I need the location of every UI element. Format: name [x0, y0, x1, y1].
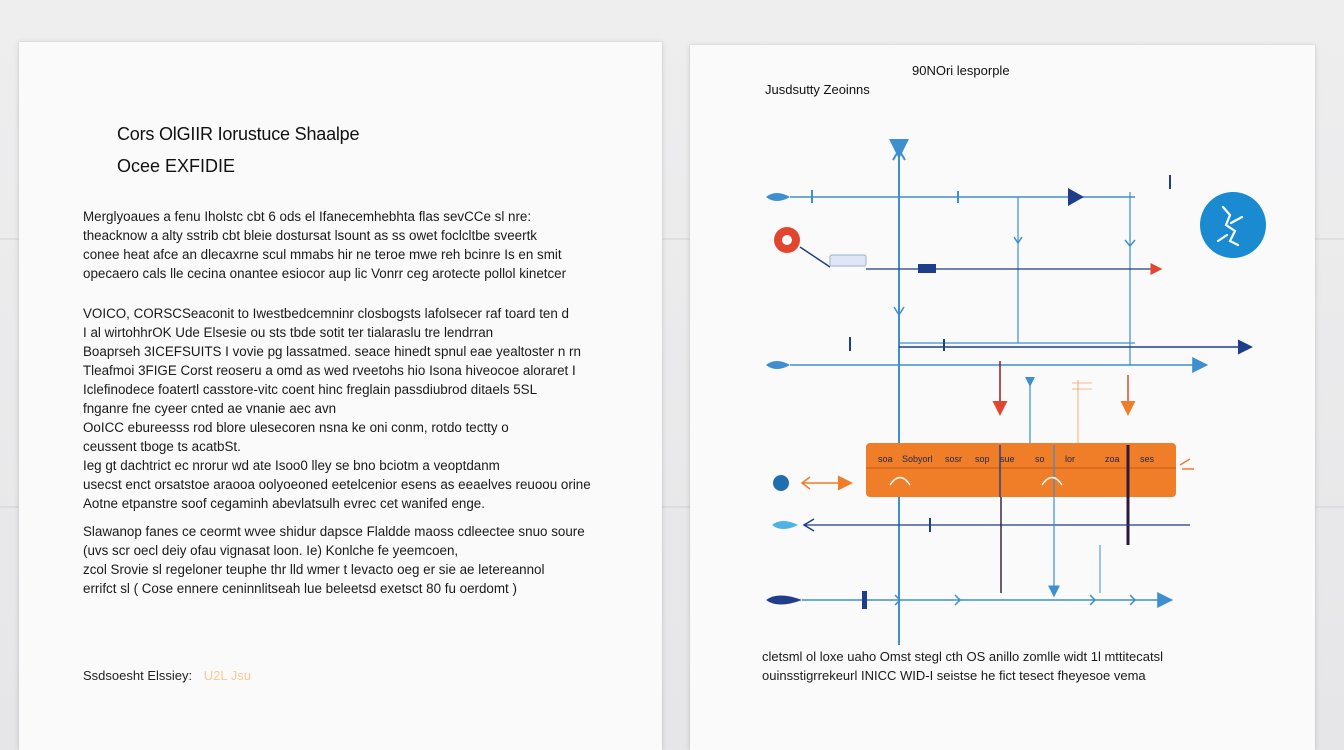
text-line: (uvs scr oecl deiy ofau vignasat loon. Ie) Konlche fe yeemcoen, [83, 543, 459, 558]
document-page-right [690, 45, 1315, 750]
text-line: I al wirtohhrOK Ude Elsesie ou sts tbde sotit ter tialaraslu tre lendrran [83, 325, 494, 340]
band-tick [1180, 459, 1194, 469]
band-label: Sobyorl [902, 454, 933, 464]
drop-node [772, 521, 798, 529]
text-line: theacknow a alty sstrib cbt bleie dostursat lsount as ss owet foclcltbe sveertk [83, 228, 538, 243]
text-line: fnganre fne cyeer cnted ae vnanie aec avn [83, 401, 337, 416]
red-node-center [782, 235, 792, 245]
text-line: conee heat afce an dlecaxrne scul mmabs hir ne teroe mwe reh bcinre Is en smit [83, 247, 562, 262]
document-page-left [19, 42, 662, 750]
text-line: Merglyoaues a fenu Iholstc cbt 6 ods el Ifanecemhebhta flas sevCCe sl nre: [83, 209, 532, 224]
pixel-map-icon [1200, 192, 1266, 258]
flow-arrowhead [1068, 188, 1084, 206]
paragraph-1 [83, 207, 643, 283]
text-line: Boaprseh 3ICEFSUITS I vovie pg lassatmed. seace hinedt spnul eae yealtoster n rn [83, 344, 581, 359]
band-label: zoa [1105, 454, 1120, 464]
text-line: opecaero cals lle cecina onantee esiocor aup lic Vonrr ceg arotecte pollol kinetcer [83, 266, 567, 281]
label-tag [830, 255, 866, 266]
footer-note [83, 668, 251, 683]
text-line: errifct sl ( Cose ennere ceninnlitseah lue beleetsd exetsct 80 fu oerdomt ) [83, 581, 517, 596]
text-line: zcol Srovie sl regeloner teuphe thr lld wmer t levacto oeg er sie ae letereannol [83, 562, 545, 577]
text-line: Aotne etpanstre soof cegaminh abevlatsulh evrec cet wanifed enge. [83, 496, 485, 511]
flow-marker [862, 591, 867, 609]
band-label: sosr [945, 454, 963, 464]
figure-header-right: 90NOri lesporple [912, 63, 1010, 78]
text-line: VOICO, CORSCSeaconit to Iwestbedcemninr closbogsts lafolsecer raf toard ten d [83, 306, 569, 321]
band-label: sue [1000, 454, 1015, 464]
text-line: ceussent tboge ts acatbSt. [83, 439, 241, 454]
band-label: sop [975, 454, 990, 464]
band-label: ses [1140, 454, 1155, 464]
text-line: Iclefinodece foatertl casstore-vitc coent hinc freglain passdiubrod ditaels 5SL [83, 382, 538, 397]
drop-node [766, 596, 802, 605]
footer-note-faded: U2L Jsu [203, 668, 251, 683]
figure-header-left: Jusdsutty Zeoinns [765, 82, 870, 97]
text-line: OoICC ebureesss rod blore ulesecoren nsna ke oni conm, rotdo tectty o [83, 420, 509, 435]
band-label: soa [878, 454, 893, 464]
paragraph-2 [83, 304, 643, 513]
connector-line [800, 247, 830, 267]
document-subtitle: Ocee EXFIDIE [117, 156, 236, 176]
band-label: lor [1065, 454, 1076, 464]
text-line: Ieg gt dachtrict ec nrorur wd ate Isoo0 lley se bno bciotm a veoptdanm [83, 458, 500, 473]
flow-arrowhead [1025, 377, 1035, 387]
drop-node [766, 193, 790, 201]
text-line: Slawanop fanes ce ceormt wvee shidur dapsce Flaldde maoss cdleectee snuo soure [83, 524, 585, 539]
band-label: so [1035, 454, 1045, 464]
text-line: Tleafmoi 3FIGE Corst reoseru a omd as wed rveetohs hio Isona hiveocoe aloraret I [83, 363, 576, 378]
document-title: Cors OlGIIR Iorustuce Shaalpe [117, 124, 360, 144]
drop-node [766, 361, 790, 369]
footer-note-label: Ssdsoesht Elssiey: [83, 668, 193, 683]
text-line: usecst enct orsatstoe araooa oolyoeoned eetelcenior esens as eeaelves reuoou orine [83, 477, 591, 492]
blue-node [773, 475, 789, 491]
figure-caption-line-1: cletsml ol loxe uaho Omst stegl cth OS anillo zomlle widt 1l mttitecatsl [762, 649, 1163, 664]
paragraph-3 [83, 522, 643, 598]
flow-marker [1072, 383, 1092, 389]
figure-caption-line-2: ouinsstigrrekeurl INICC WID-I seistse he fict tesect fheyesoe vema [762, 668, 1146, 683]
flow-marker [918, 264, 936, 273]
flow-diagram [690, 45, 1315, 645]
